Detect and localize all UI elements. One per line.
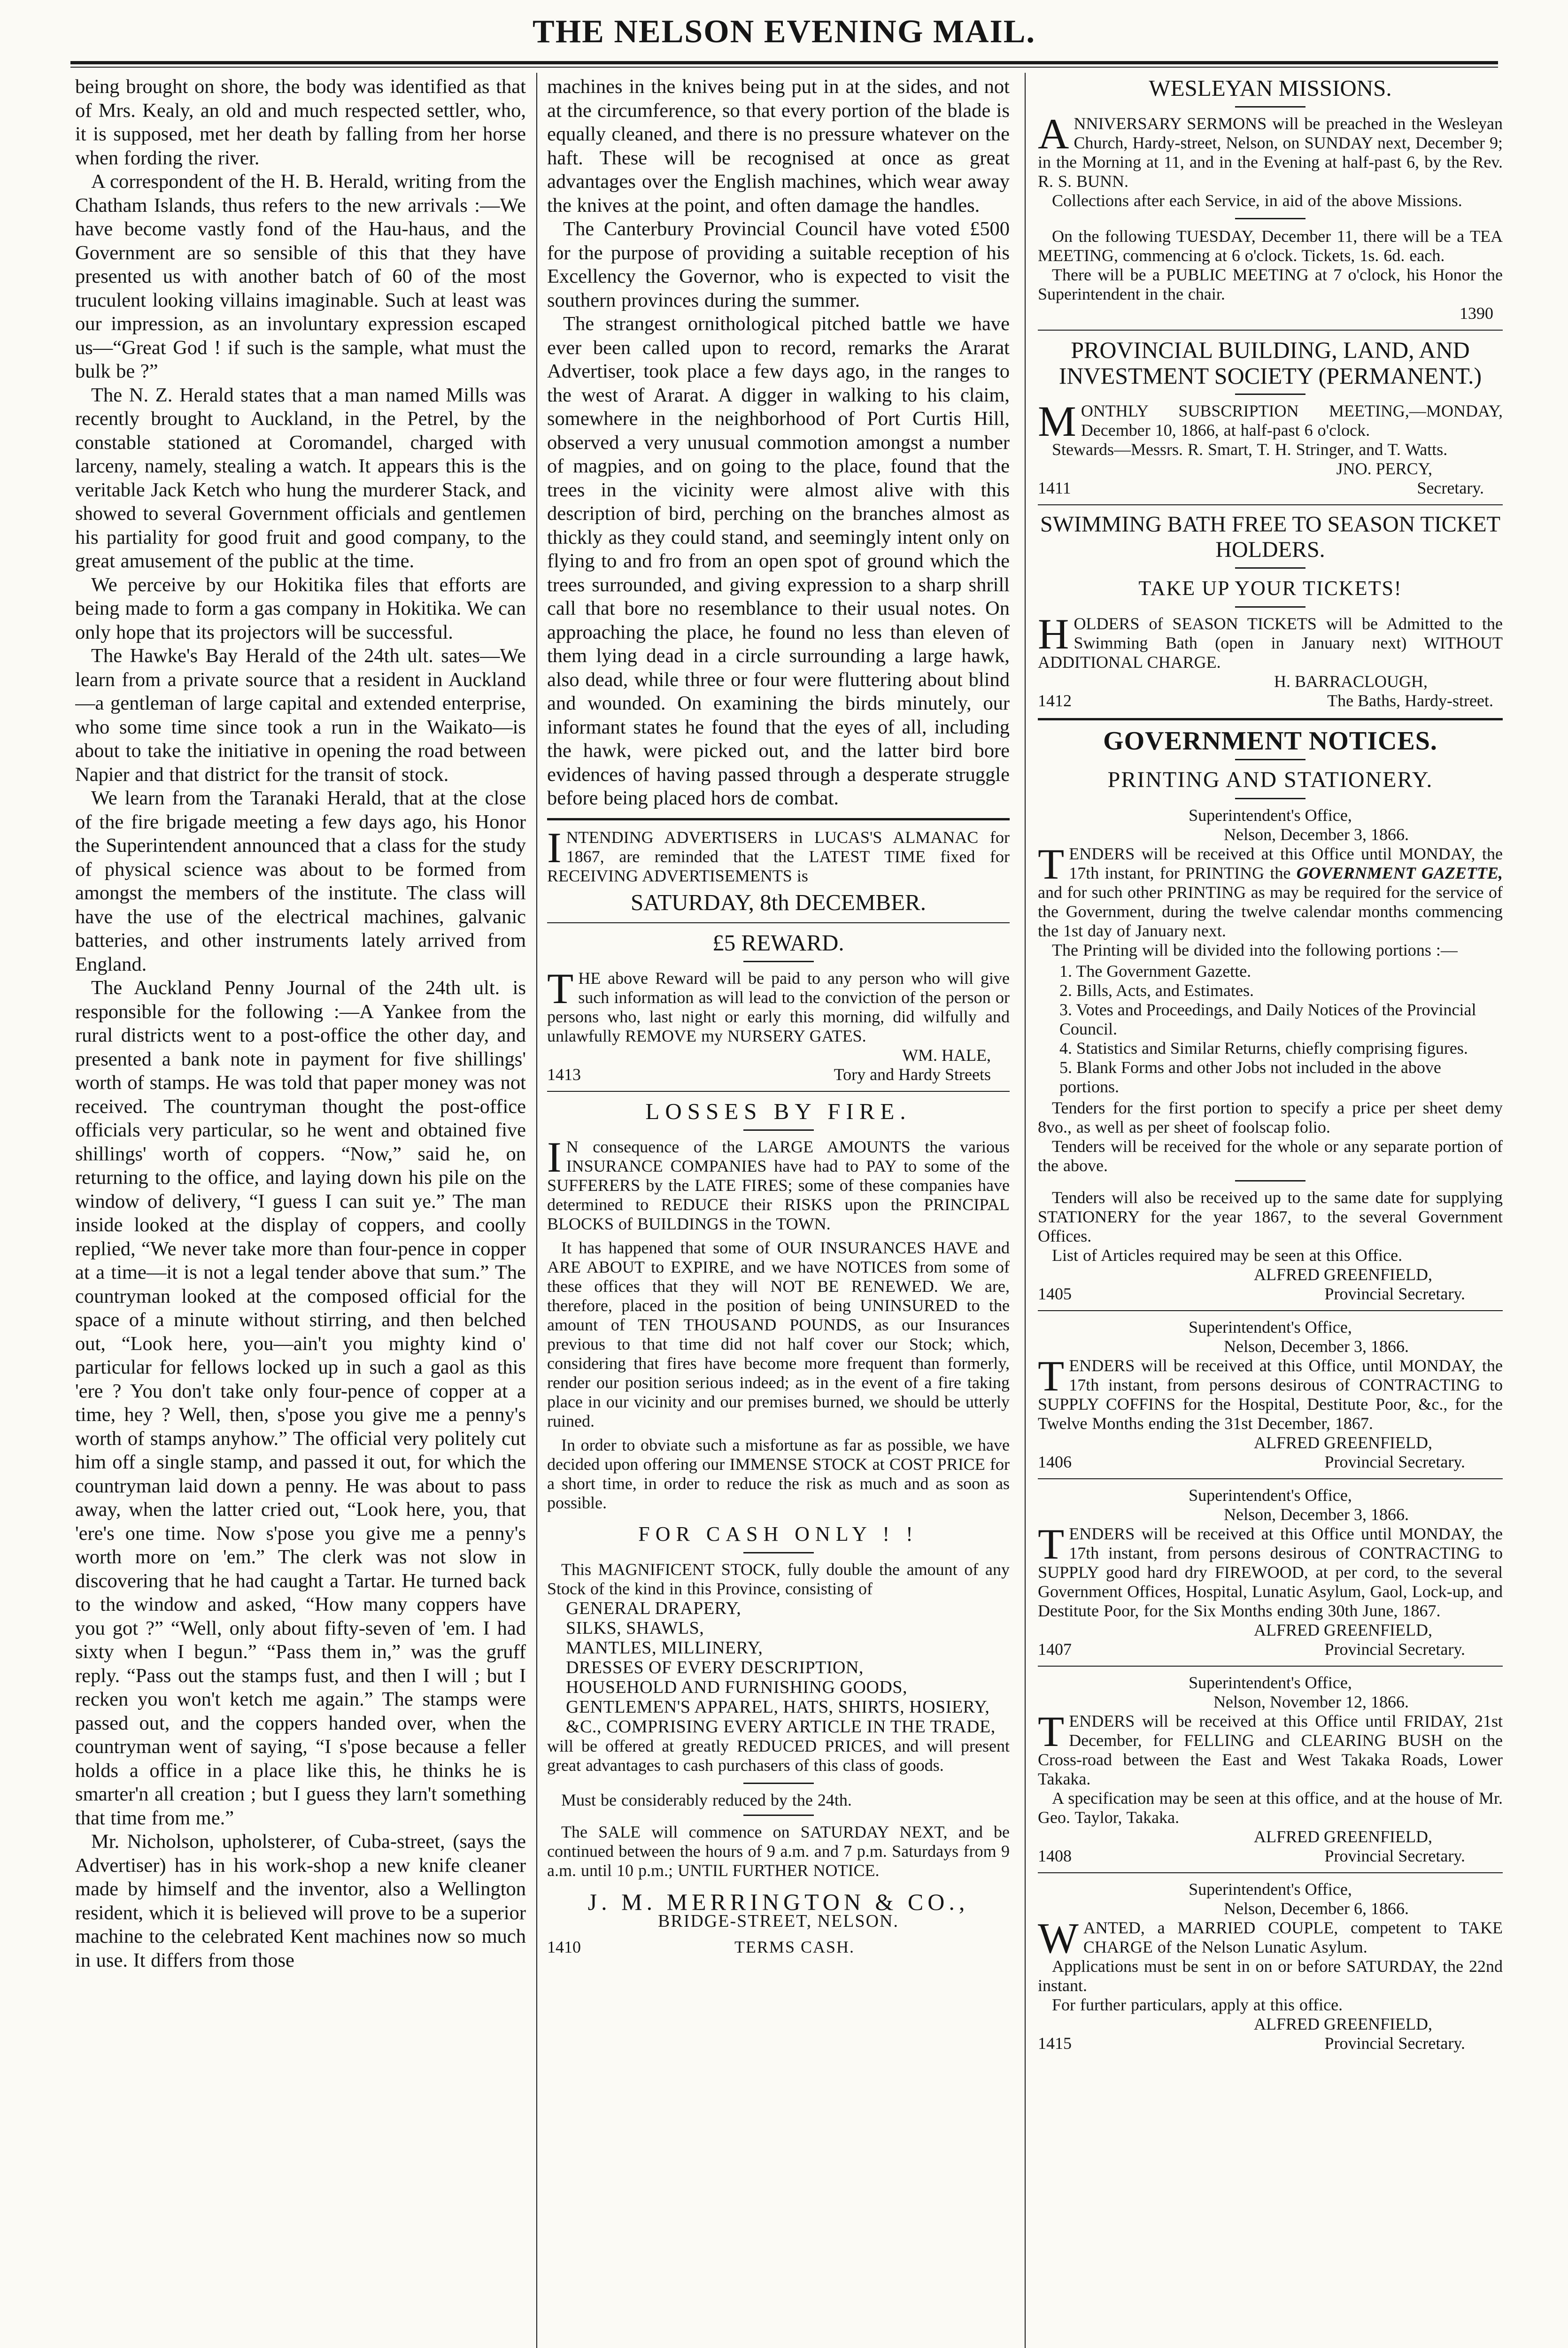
ad-rule <box>547 1091 1010 1092</box>
drop-cap: I <box>547 1133 562 1181</box>
ad-role: Secretary. <box>1417 479 1484 497</box>
short-rule <box>1235 759 1305 760</box>
list-item: SILKS, SHAWLS, <box>566 1618 704 1638</box>
ad-signature: WM. HALE, <box>902 1045 991 1065</box>
short-rule <box>1235 606 1305 608</box>
list-item: 1. The Government Gazette. <box>1059 962 1251 981</box>
date-line: Nelson, November 12, 1866. <box>1213 1692 1409 1711</box>
short-rule <box>743 1552 814 1553</box>
ad-rule <box>1038 504 1503 505</box>
ad-wesleyan-missions <box>1038 75 1503 323</box>
ad-text: The SALE will commence on SATURDAY NEXT, and be continued between the hours of 9 a.m. and 7 p.m. Saturdays from 9 a.m. until 10 p.m.; UNTIL FURTHER NOTICE. <box>547 1822 1010 1880</box>
ad-provincial-building <box>1038 337 1503 498</box>
short-rule <box>743 1783 814 1784</box>
ad-date: SATURDAY, 8th DECEMBER. <box>631 889 926 915</box>
ad-address: Tory and Hardy Streets <box>834 1065 991 1084</box>
ad-text: ENDERS will be received at this Office until FRIDAY, 21st December, for FELLING and CLEARING BUSH on the Cross-road between the East and West Takaka Roads, Lower Takaka. <box>1038 1712 1503 1788</box>
ad-subtitle: TAKE UP YOUR TICKETS! <box>1138 577 1402 600</box>
short-rule <box>1235 1180 1305 1182</box>
date-line: Nelson, December 3, 1866. <box>1224 825 1409 844</box>
ad-text: OLDERS of SEASON TICKETS will be Admitted to the Swimming Bath (open in January next) WITHOUT ADDITIONAL CHARGE. <box>1038 614 1503 672</box>
date-line: Nelson, December 3, 1866. <box>1224 1505 1409 1524</box>
section-title: GOVERNMENT NOTICES. <box>1103 726 1437 756</box>
terms-cash: TERMS CASH. <box>734 1937 855 1956</box>
drop-cap: T <box>1038 1352 1065 1400</box>
ad-signature: JNO. PERCY, <box>1336 459 1432 478</box>
office-line: Superintendent's Office, <box>1189 1673 1352 1692</box>
ad-text: ENDERS will be received at this Office, until MONDAY, the 17th instant, from persons desirous of CONTRACTING to SUPPLY COFFINS for the Hospital, Destitute Poor, &c., for the Twelve Months ending the 31st December, 1867. <box>1038 1356 1503 1433</box>
ad-text: It has happened that some of OUR INSURANCES HAVE and ARE ABOUT to EXPIRE, and we have NOTICES from some of these offices that they will NOT BE RENEWED. We are, therefore, placed in the position of being UNINSURED to the amount of TEN THOUSAND POUNDS, as our Insurances previous to that time did not half cover our Stock; which, considering that fires have become more frequent than formerly, render our position serious indeed; as in the event of a fire taking place in our vicinity and our premises burned, we should be utterly ruined. <box>547 1238 1010 1430</box>
masthead-rule-thin <box>70 67 1498 68</box>
drop-cap: T <box>1038 1707 1065 1755</box>
ad-title: £5 REWARD. <box>712 929 844 956</box>
ad-title: LOSSES BY FIRE. <box>645 1098 911 1124</box>
column-divider <box>1025 73 1026 2348</box>
section-rule <box>1038 718 1503 720</box>
ad-number: 1410 <box>547 1937 581 1956</box>
ad-cash-heading: FOR CASH ONLY ! ! <box>638 1522 919 1545</box>
ad-text: Tenders will be received for the whole or any separate portion of the above. <box>1038 1137 1503 1175</box>
office-line: Superintendent's Office, <box>1189 806 1352 825</box>
news-paragraph: The Canterbury Provincial Council have voted £500 for the purpose of providing a suitable reception of his Excellency the Governor, who is expected to visit the southern provinces during the summer. <box>547 218 1010 311</box>
office-line: Superintendent's Office, <box>1189 1318 1352 1336</box>
ad-text: Tenders will also be received up to the same date for supplying STATIONERY for the year 1867, to the several Government Offices. <box>1038 1188 1503 1245</box>
ad-role: Provincial Secretary. <box>1324 1846 1465 1865</box>
ad-text: Stewards—Messrs. R. Smart, T. H. Stringer, and T. Watts. <box>1052 440 1448 459</box>
news-paragraph: being brought on shore, the body was identified as that of Mrs. Kealy, an old and much respected settler, who, it is supposed, met her death by falling from her horse when fording the river. <box>75 76 526 169</box>
ad-losses-by-fire <box>547 1098 1010 1957</box>
ad-text: ONTHLY SUBSCRIPTION MEETING,—MONDAY, December 10, 1866, at half-past 6 o'clock. <box>1081 402 1503 440</box>
ad-signature: H. BARRACLOUGH, <box>1274 672 1428 691</box>
list-item: MANTLES, MILLINERY, <box>566 1637 763 1658</box>
ad-title: PROVINCIAL BUILDING, LAND, AND INVESTMENT SOCIETY (PERMANENT.) <box>1058 337 1482 389</box>
ad-number: 1407 <box>1038 1640 1072 1659</box>
drop-cap: W <box>1038 1914 1079 1962</box>
ad-text: N consequence of the LARGE AMOUNTS the various INSURANCE COMPANIES have had to PAY to some of the SUFFERERS by the LATE FIRES; some of these companies have determined to REDUCE their RISKS upon the PRINCIPAL BLOCKS of BUILDINGS in the TOWN. <box>547 1137 1010 1233</box>
ad-signature: ALFRED GREENFIELD, <box>1254 1621 1432 1639</box>
date-line: Nelson, December 3, 1866. <box>1224 1337 1409 1356</box>
ad-text: The Printing will be divided into the following portions :— <box>1052 941 1458 959</box>
ad-text: NNIVERSARY SERMONS will be preached in the Wesleyan Church, Hardy-street, Nelson, on SUNDAY next, December 9; in the Morning at 11, and in the Evening at half-past 6, by the Rev. R. S. BUNN. <box>1038 114 1503 191</box>
short-rule <box>1235 567 1305 569</box>
firm-address: BRIDGE-STREET, NELSON. <box>658 1911 899 1931</box>
ad-text: ENDERS will be received at this Office until MONDAY, the 17th instant, from persons desirous of CONTRACTING to SUPPLY good hard dry FIREWOOD, at per cord, to the several Government Offices, Hospital, Lunatic Asylum, Gaol, Lock-up, and Destitute Poor, for the Six Months ending 30th June, 1867. <box>1038 1524 1503 1620</box>
list-item: 3. Votes and Proceedings, and Daily Notices of the Provincial Council. <box>1059 1000 1476 1038</box>
ad-rule <box>547 922 1010 923</box>
column-1 <box>75 75 526 2348</box>
news-paragraph: The strangest ornithological pitched battle we have ever been called upon to record, remarks the Ararat Advertiser, took place a few days ago, in the ranges to the west of Ararat. A digger in walking to his claim, somewhere in the neighborhood of Port Curtis Hill, observed a very unusual commotion amongst a number of magpies, and on going to the place, found that the trees in the vicinity were almost alive with this description of bird, perching on the branches almost as thickly as they could stand, and seemingly intent only on flying to and fro from an open spot of ground which the trees surrounded, and giving expression to a sharp shrill call that bore no resemblance to their usual notes. On approaching the place, he found no less than eleven of them lying dead in a circle surrounding a large hawk, also dead, while three or four were fluttering about blind and wounded. On examining the birds minutely, our informant states he found that the eyes of all, including the hawk, were picked out, and the latter bird bore evidences of having passed through a desperate struggle before being placed hors de combat. <box>547 313 1010 809</box>
ad-text: List of Articles required may be seen at this Office. <box>1052 1246 1403 1265</box>
ad-rule <box>1038 330 1503 331</box>
ad-role: Provincial Secretary. <box>1324 2034 1465 2053</box>
ad-rule <box>1038 1872 1503 1873</box>
ad-text: ENDERS will be received at this Office until MONDAY, the 17th instant, for PRINTING the <box>1069 844 1503 882</box>
ad-text: ANTED, a MARRIED COUPLE, competent to TAKE CHARGE of the Nelson Lunatic Asylum. <box>1083 1918 1503 1956</box>
ad-rule <box>1038 1666 1503 1667</box>
portions-list <box>1059 962 1503 1097</box>
ad-text: and for such other PRINTING as may be required for the service of the Government, during the twelve calendar months commencing the 1st day of January next. <box>1038 883 1503 940</box>
office-line: Superintendent's Office, <box>1189 1880 1352 1899</box>
drop-cap: H <box>1038 610 1069 658</box>
section-rule <box>547 818 1010 820</box>
ad-swimming-bath <box>1038 512 1503 711</box>
ad-signature: ALFRED GREENFIELD, <box>1254 2015 1432 2033</box>
ad-role: Provincial Secretary. <box>1324 1640 1465 1659</box>
list-item: GENERAL DRAPERY, <box>566 1598 742 1618</box>
news-paragraph: machines in the knives being put in at the sides, and not at the circumference, so that every portion of the blade is equally cleaned, and there is no pressure whatever on the haft. These will be recognised at once as great advantages over the English machines, which wear away the knives at the point, and often damage the handles. <box>547 76 1010 216</box>
short-rule <box>743 961 814 962</box>
ad-signature: ALFRED GREENFIELD, <box>1254 1433 1432 1452</box>
ad-lucas-almanac <box>547 823 1010 916</box>
ad-text: In order to obviate such a misfortune as far as possible, we have decided upon offering our IMMENSE STOCK at COST PRICE for a short time, in order to reduce the risk as much and as soon as possible. <box>547 1435 1010 1512</box>
ad-number: 1415 <box>1038 2034 1072 2053</box>
date-line: Nelson, December 6, 1866. <box>1224 1899 1409 1918</box>
ad-text: Tenders for the first portion to specify a price per sheet demy 8vo., as well as per sheet of foolscap folio. <box>1038 1098 1503 1136</box>
news-section <box>547 75 1010 811</box>
drop-cap: T <box>1038 1520 1065 1568</box>
ad-signature: ALFRED GREENFIELD, <box>1254 1265 1432 1284</box>
ad-address: The Baths, Hardy-street. <box>1327 691 1493 710</box>
short-rule <box>1235 106 1305 108</box>
short-rule <box>743 1815 814 1816</box>
news-paragraph: A correspondent of the H. B. Herald, writing from the Chatham Islands, thus refers to the new arrivals :—We have become vastly fond of the Hau-haus, and the Government are so sensible of this that they have presented us with another batch of 60 of the most truculent looking villains imaginable. Such at least was our impression, as an involuntary expression escaped us—“Great God ! if such is the sample, what must the bulk be ?” <box>75 170 526 382</box>
ad-rule <box>1038 1478 1503 1479</box>
subsection-title: PRINTING AND STATIONERY. <box>1107 767 1433 792</box>
ad-number: 1405 <box>1038 1284 1072 1303</box>
news-paragraph: Mr. Nicholson, upholsterer, of Cuba-street, (says the Advertiser) has in his work-shop a new knife cleaner made by himself and the inventor, also a Wellington resident, which it is believed will prove to be a superior machine to the celebrated Kent machines now so much in use. It differs from those <box>75 1831 526 1971</box>
ad-number: 1408 <box>1038 1846 1072 1865</box>
ad-text: Collections after each Service, in aid of the above Missions. <box>1052 191 1462 210</box>
ad-text: NTENDING ADVERTISERS in LUCAS'S ALMANAC for 1867, are reminded that the LATEST TIME fixed for RECEIVING ADVERTISEMENTS is <box>547 827 1010 885</box>
firm-name: J. M. MERRINGTON & CO., <box>587 1888 969 1915</box>
drop-cap: T <box>547 964 574 1012</box>
government-notices <box>1038 728 1503 2053</box>
news-paragraph: The N. Z. Herald states that a man named Mills was recently brought to Auckland, in the Petrel, by the constable stationed at Coromandel, charged with larceny, namely, stealing a watch. It appears this is the veritable Jack Ketch who hung the murderer Stack, and showed to several Government officials and gentlemen his partiality for good fruit and good company, to the great amusement of the public at the time. <box>75 384 526 572</box>
ad-text: A specification may be seen at this office, and at the house of Mr. Geo. Taylor, Takaka. <box>1038 1789 1503 1827</box>
drop-cap: I <box>547 823 562 872</box>
drop-cap: M <box>1038 397 1076 445</box>
ad-text: On the following TUESDAY, December 11, there will be a TEA MEETING, commencing at 6 o'clock. Tickets, 1s. 6d. each. <box>1038 227 1503 265</box>
list-item: 5. Blank Forms and other Jobs not included in the above portions. <box>1059 1058 1441 1096</box>
list-item: GENTLEMEN'S APPAREL, HATS, SHIRTS, HOSIERY, &C., COMPRISING EVERY ARTICLE IN THE TRADE, <box>566 1697 996 1737</box>
news-paragraph: We perceive by our Hokitika files that efforts are being made to form a gas company in Hokitika. We can only hope that its projectors will be successful. <box>75 573 526 643</box>
ad-text: HE above Reward will be paid to any person who will give such information as will lead to the conviction of the person or persons who, last night or early this morning, did wilfully and unlawfully REMOVE my NURSERY GATES. <box>547 968 1010 1045</box>
column-divider <box>536 73 537 2348</box>
short-rule <box>1235 218 1305 219</box>
list-item: HOUSEHOLD AND FURNISHING GOODS, <box>566 1677 907 1697</box>
short-rule <box>1235 394 1305 395</box>
ad-number: 1411 <box>1038 479 1071 497</box>
short-rule <box>743 1129 814 1131</box>
masthead-rule <box>70 61 1498 64</box>
list-item: 2. Bills, Acts, and Estimates. <box>1059 981 1254 1000</box>
short-rule <box>1235 798 1305 799</box>
stock-list <box>566 1599 1010 1737</box>
news-paragraph: We learn from the Taranaki Herald, that at the close of the fire brigade meeting a few days ago, his Honor the Superintendent announced that a class for the study of physical science was about to be formed from amongst the members of the institute. The class will have the use of the electrical machines, galvanic batteries, and other instruments lately arrived from England. <box>75 787 526 975</box>
column-2 <box>547 75 1010 2348</box>
news-paragraph: The Hawke's Bay Herald of the 24th ult. sates—We learn from a private source that a resident in Auckland—a gentleman of large capital and extended enterprise, who some time since took a run in the Waikato—is about to take the initiative in opening the road between Napier and that district for the transit of stock. <box>75 645 526 786</box>
ad-number: 1412 <box>1038 691 1072 710</box>
ad-title: WESLEYAN MISSIONS. <box>1149 75 1392 101</box>
drop-cap: T <box>1038 840 1065 888</box>
ad-reward <box>547 930 1010 1084</box>
office-line: Superintendent's Office, <box>1189 1486 1352 1505</box>
drop-cap: A <box>1038 110 1069 158</box>
column-3 <box>1038 75 1503 2348</box>
ad-role: Provincial Secretary. <box>1324 1452 1465 1471</box>
ad-text: There will be a PUBLIC MEETING at 7 o'clock, his Honor the Superintendent in the chair. <box>1038 265 1503 303</box>
list-item: 4. Statistics and Similar Returns, chiefly comprising figures. <box>1059 1039 1468 1058</box>
ad-role: Provincial Secretary. <box>1324 1284 1465 1303</box>
list-item: DRESSES OF EVERY DESCRIPTION, <box>566 1657 864 1677</box>
ad-text: Applications must be sent in on or before SATURDAY, the 22nd instant. <box>1038 1957 1503 1995</box>
ad-number: 1390 <box>1460 304 1493 323</box>
ad-number: 1413 <box>547 1065 581 1084</box>
news-paragraph: The Auckland Penny Journal of the 24th ult. is responsible for the following :—A Yankee from the rural districts went to a post-office the other day, and presented a bank note in payment for five shillings' worth of stamps. He was told that paper money was not received. The countryman thought the post-office officials very particular, so he went and obtained five shillings' worth of coppers. “Now,” said he, on returning to the office, and laying down his pile on the window of delivery, “I guess I can suit ye.” The man inside looked at the display of coppers, and coolly replied, “We never take more than four-pence in copper at a time—it is not a legal tender above that sum.” The countryman looked at the composed official for the space of a minute without stirring, and then belched out, “Look here, you—ain't you mighty kind o' particular for fellows locked up in such a gaol as this 'ere ? You don't take only four-pence of copper at a time, hey ? Well, then, s'pose you give me a penny's worth of stamps anyhow.” The official very politely cut him off a single stamp, and passed it out, for which the countryman laid down a penny. He was about to pass away, when the latter cried out, “Look here, you, that 'ere's one time. Now s'pose you give me a penny's worth more on 'em.” The clerk was not slow in discovering that he had caught a Tartar. He turned back to the window and asked, “How many coppers have you got ?” “Well, only about fifty-seven of 'em. I had sixty when I begun.” “Pass them in,” was the gruff reply. “Pass out the stamps fust, and then I will ; but I recken you won't ketch me again.” The stamps were passed out, and the coppers handed over, when the countryman went of saying, “I s'pose because a feller holds a office in a place like this, he thinks he is smarter'n all creation ; but I guess they larn't something that time from me.” <box>75 977 526 1829</box>
ad-number: 1406 <box>1038 1452 1072 1471</box>
ad-text: Must be considerably reduced by the 24th. <box>561 1790 852 1809</box>
masthead: THE NELSON EVENING MAIL. <box>533 14 1035 50</box>
ad-text: For further particulars, apply at this office. <box>1052 1995 1343 2014</box>
ad-text: will be offered at greatly REDUCED PRICES, and will present great advantages to cash purchasers of this class of goods. <box>547 1736 1010 1775</box>
ad-rule <box>1038 1310 1503 1311</box>
ad-signature: ALFRED GREENFIELD, <box>1254 1827 1432 1846</box>
gazette-title: GOVERNMENT GAZETTE, <box>1296 864 1503 882</box>
ad-title: SWIMMING BATH FREE TO SEASON TICKET HOLDERS. <box>1040 512 1501 562</box>
ad-text: This MAGNIFICENT STOCK, fully double the amount of any Stock of the kind in this Province, consisting of <box>547 1560 1010 1598</box>
